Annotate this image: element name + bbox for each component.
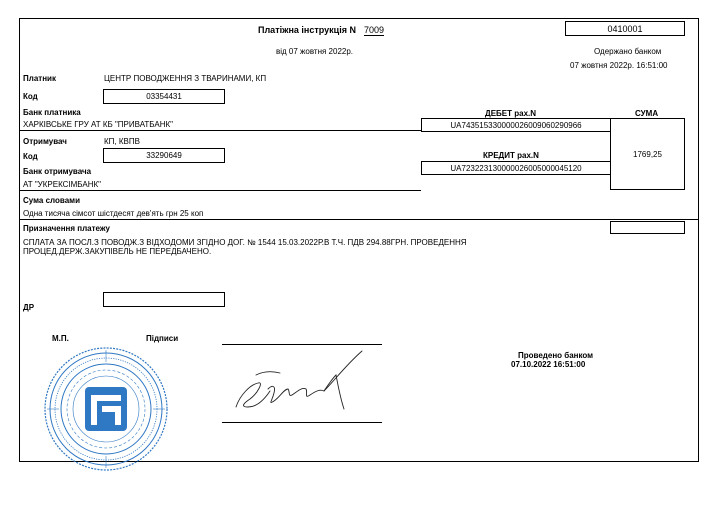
payer-bank-label: Банк платника xyxy=(23,108,81,117)
debit-label: ДЕБЕТ рах.N xyxy=(485,109,537,118)
amount-words-underline xyxy=(19,219,699,220)
dr-label: ДР xyxy=(23,303,35,312)
document-title: Платіжна інструкція N xyxy=(258,25,356,35)
purpose-side-box xyxy=(610,221,685,234)
recipient-code-label: Код xyxy=(23,152,38,161)
signatures-label: Підписи xyxy=(146,334,179,343)
recipient-code-box xyxy=(103,148,225,163)
recipient-bank: АТ "УКРЕКСІМБАНК" xyxy=(23,180,101,189)
processed-label: Проведено банком xyxy=(518,351,594,360)
recipient-code: 33290649 xyxy=(146,151,182,160)
payer-bank: ХАРКІВСЬКЕ ГРУ АТ КБ "ПРИВАТБАНК" xyxy=(23,120,173,129)
credit-label: КРЕДИТ рах.N xyxy=(483,151,539,160)
payer-name: ЦЕНТР ПОВОДЖЕННЯ З ТВАРИНАМИ, КП xyxy=(104,74,267,83)
credit-account-box xyxy=(421,161,611,175)
recipient-name: КП, КВПВ xyxy=(104,137,140,146)
recipient-bank-label: Банк отримувача xyxy=(23,167,92,176)
dr-box xyxy=(103,292,225,307)
debit-account: UA743515330000026009060290966 xyxy=(450,120,582,130)
signature-line-2 xyxy=(222,422,382,423)
amount-words: Одна тисяча сімсот шістдесят дев'ять грн 25 коп xyxy=(23,209,204,218)
credit-account: UA723223130000026005000045120 xyxy=(450,163,582,173)
payer-label: Платник xyxy=(23,74,56,83)
payer-code-box xyxy=(103,89,225,104)
received-label: Одержано банком xyxy=(594,47,662,56)
sum-box xyxy=(610,118,685,190)
amount-words-label: Сума словами xyxy=(23,196,81,205)
recipient-bank-underline xyxy=(19,190,421,191)
mp-label: М.П. xyxy=(52,334,69,343)
privatbank-seal-icon xyxy=(36,342,176,472)
purpose-line-2: ПРОЦЕД.ДЕРЖ.ЗАКУПІВЕЛЬ НЕ ПЕРЕДБАЧЕНО. xyxy=(23,247,212,256)
purpose-label: Призначення платежу xyxy=(23,224,111,233)
purpose-line-1: СПЛАТА ЗА ПОСЛ.З ПОВОДЖ.З ВІДХОДОМИ ЗГІДНО ДОГ. № 1544 15.03.2022Р.В Т.Ч. ПДВ 294.88ГРН. ПРОВЕДЕННЯ xyxy=(23,238,467,247)
recipient-label: Отримувач xyxy=(23,137,67,146)
sum-value: 1769,25 xyxy=(633,149,662,159)
document-date: від 07 жовтня 2022р. xyxy=(276,47,354,56)
processed-datetime: 07.10.2022 16:51:00 xyxy=(511,360,586,369)
payer-code-label: Код xyxy=(23,92,38,101)
form-code-box xyxy=(565,21,685,36)
form-code: 0410001 xyxy=(607,23,643,34)
debit-account-box xyxy=(421,118,611,132)
received-datetime: 07 жовтня 2022р. 16:51:00 xyxy=(570,61,668,70)
handwritten-signature-icon xyxy=(228,345,378,420)
payer-code: 03354431 xyxy=(146,92,182,101)
document-number: 7009 xyxy=(364,25,385,35)
payer-bank-underline xyxy=(19,130,421,131)
sum-label: СУМА xyxy=(635,109,659,118)
